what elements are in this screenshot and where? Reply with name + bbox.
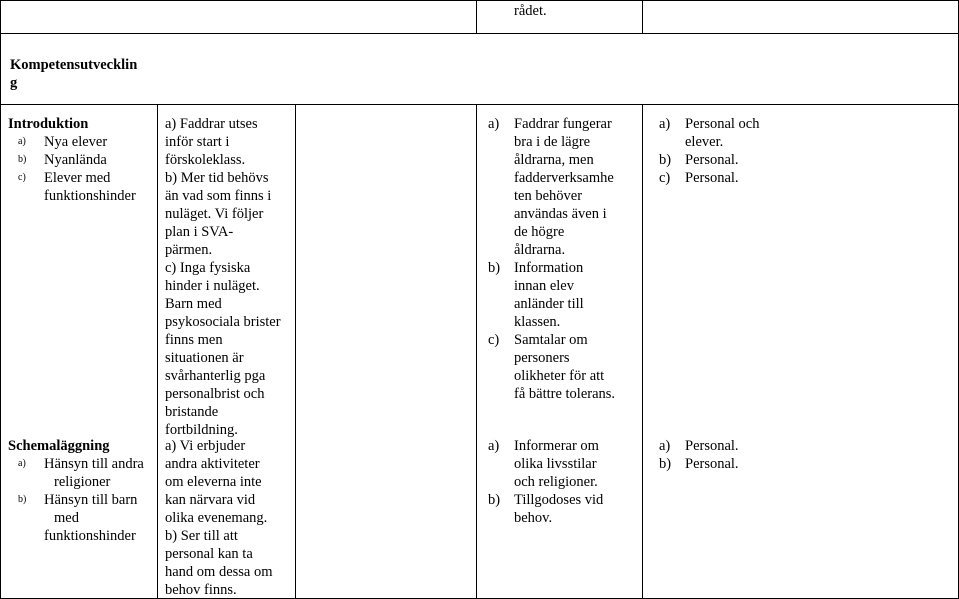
table-border-col1-right	[157, 104, 158, 599]
list-item	[488, 331, 638, 403]
list-marker: c)	[659, 170, 671, 186]
table-border-col3-right	[476, 104, 477, 599]
text-line: Information	[514, 260, 584, 276]
list-item	[488, 115, 638, 259]
schemalaggning-col2	[165, 437, 293, 599]
text-line: användas även i	[514, 206, 607, 222]
text-line: Personal och	[685, 116, 760, 132]
text-line: b) Ser till att	[165, 528, 238, 544]
list-item-text: Nya elever	[44, 134, 108, 150]
list-item	[659, 455, 819, 473]
list-item-text: funktionshinder	[44, 188, 136, 204]
text-line: klassen.	[514, 314, 561, 330]
list-item	[659, 151, 819, 169]
text-line: ten behöver	[514, 188, 583, 204]
text-line: svårhanterlig pga	[165, 368, 266, 384]
text-line: bristande	[165, 404, 219, 420]
text-line: Personal.	[685, 438, 739, 454]
text-line: Personal.	[685, 456, 739, 472]
table-border-col4-right-top	[642, 0, 643, 34]
text-line: olika evenemang.	[165, 510, 268, 526]
text-line: olika livsstilar	[514, 456, 597, 472]
text-line: få bättre tolerans.	[514, 386, 616, 402]
list-item-text: Hänsyn till barn	[44, 492, 138, 508]
text-line: och religioner.	[514, 474, 598, 490]
list-item	[659, 115, 819, 151]
list-item	[8, 169, 154, 187]
list-item	[8, 133, 154, 151]
introduktion-col5	[659, 115, 819, 187]
kompetens-heading-line2: g	[10, 75, 18, 91]
table-border-kompetens-bottom	[0, 104, 157, 105]
kompetens-heading	[10, 56, 155, 92]
text-line: Personal.	[685, 152, 739, 168]
introduktion-heading: Introduktion	[8, 116, 89, 132]
text-line: Informerar om	[514, 438, 599, 454]
table-border-col3-right-top	[476, 0, 477, 34]
text-line: hand om dessa om	[165, 564, 273, 580]
text-line: olikheter för att	[514, 368, 605, 384]
text-line: a) Faddrar utses	[165, 116, 258, 132]
schemalaggning-col4	[488, 437, 638, 527]
list-item	[488, 437, 638, 491]
text-line: elever.	[685, 134, 724, 150]
list-marker: c)	[18, 172, 26, 183]
list-item	[8, 491, 154, 527]
text-line: personal kan ta	[165, 546, 253, 562]
list-marker: b)	[18, 154, 27, 165]
text-line: fadderverksamhe	[514, 170, 614, 186]
list-item-text: funktionshinder	[44, 528, 136, 544]
text-line: Tillgodoses vid	[514, 492, 604, 508]
list-item	[659, 169, 819, 187]
text-line: Barn med	[165, 296, 222, 312]
text-line: om eleverna inte	[165, 474, 262, 490]
text-line: pärmen.	[165, 242, 213, 258]
schemalaggning-cell	[8, 437, 154, 545]
table-border-col1-left	[0, 0, 1, 599]
text-line: förskoleklass.	[165, 152, 246, 168]
text-line: andra aktiviteter	[165, 456, 260, 472]
list-item	[659, 437, 819, 455]
text-line: Personal.	[685, 170, 739, 186]
list-marker: a)	[659, 438, 671, 454]
list-marker: a)	[18, 136, 26, 147]
text-line: Faddrar fungerar	[514, 116, 612, 132]
text-line: åldrarna.	[514, 242, 566, 258]
text-line: innan elev	[514, 278, 574, 294]
list-item-text: Nyanlända	[44, 152, 107, 168]
list-item	[8, 151, 154, 169]
top-row-text: rådet.	[514, 3, 547, 19]
text-line: behov finns.	[165, 582, 237, 598]
kompetens-heading-line1: Kompetensutvecklin	[10, 57, 138, 73]
text-line: plan i SVA-	[165, 224, 234, 240]
text-line: Samtalar om	[514, 332, 588, 348]
text-line: de högre	[514, 224, 565, 240]
table-border-col2-right	[295, 104, 296, 599]
text-line: finns men	[165, 332, 223, 348]
text-line: personalbrist och	[165, 386, 265, 402]
introduktion-col2	[165, 115, 293, 439]
text-line: kan närvara vid	[165, 492, 256, 508]
list-item-text: med	[54, 510, 79, 526]
text-line: inför start i	[165, 134, 230, 150]
list-item	[488, 259, 638, 331]
list-marker: a)	[659, 116, 671, 132]
table-border-header-bottom	[157, 104, 959, 105]
list-marker: a)	[488, 116, 500, 132]
text-line: c) Inga fysiska	[165, 260, 251, 276]
list-marker: b)	[18, 494, 27, 505]
list-marker: b)	[659, 152, 672, 168]
text-line: behov.	[514, 510, 553, 526]
list-marker: a)	[18, 458, 26, 469]
text-line: b) Mer tid behövs	[165, 170, 269, 186]
list-marker: a)	[488, 438, 500, 454]
text-line: anländer till	[514, 296, 584, 312]
list-item	[488, 491, 638, 527]
list-marker: c)	[488, 332, 500, 348]
text-line: situationen är	[165, 350, 244, 366]
list-marker: b)	[488, 260, 501, 276]
text-line: fortbildning.	[165, 422, 238, 438]
text-line: bra i de lägre	[514, 134, 591, 150]
introduktion-col4	[488, 115, 638, 403]
text-line: psykosociala brister	[165, 314, 281, 330]
text-line: än vad som finns i	[165, 188, 272, 204]
list-item-text: Hänsyn till andra	[44, 456, 144, 472]
text-line: a) Vi erbjuder	[165, 438, 246, 454]
text-line: hinder i nuläget.	[165, 278, 260, 294]
list-marker: b)	[659, 456, 672, 472]
table-border-top-row-bottom	[0, 33, 959, 34]
introduktion-cell	[8, 115, 154, 205]
list-item-text: Elever med	[44, 170, 111, 186]
list-item-text: religioner	[54, 474, 111, 490]
schemalaggning-col5	[659, 437, 819, 473]
table-border-col4-right	[642, 104, 643, 599]
list-marker: b)	[488, 492, 501, 508]
text-line: åldrarna, men	[514, 152, 594, 168]
text-line: nuläget. Vi följer	[165, 206, 264, 222]
schemalaggning-heading: Schemaläggning	[8, 438, 110, 454]
text-line: personers	[514, 350, 570, 366]
list-item	[8, 455, 154, 491]
table-border-top-row-top	[0, 0, 959, 1]
